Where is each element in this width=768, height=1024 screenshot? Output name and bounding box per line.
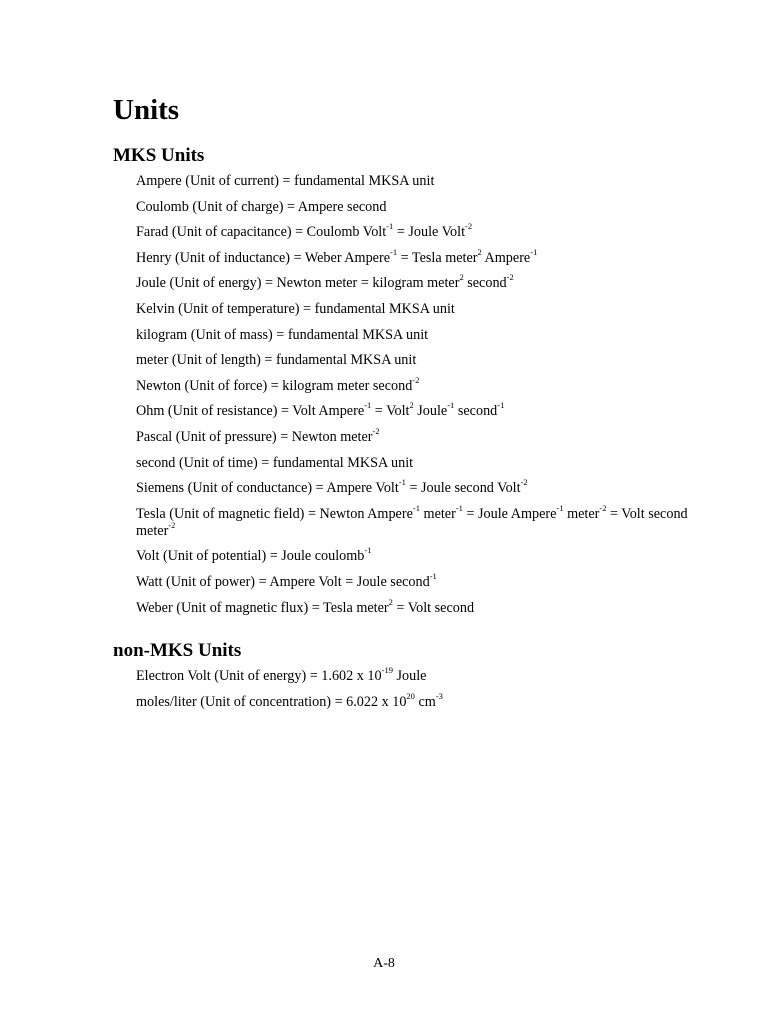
exponent: 2 — [459, 272, 464, 283]
unit-text: Ampere (Unit of current) = fundamental MKSA unit — [136, 173, 435, 189]
unit-definition — [136, 374, 696, 395]
unit-text: Henry (Unit of inductance) = Weber Ampere — [136, 249, 390, 266]
page-title: Units — [113, 94, 180, 126]
unit-text: Coulomb (Unit of charge) = Ampere second — [136, 198, 387, 215]
non-mks-units-list — [136, 665, 696, 719]
unit-text: = Volt — [371, 403, 410, 420]
unit-text: Weber (Unit of magnetic flux) = Tesla meter — [136, 599, 389, 616]
exponent: -1 — [364, 400, 372, 411]
unit-definition — [136, 272, 696, 292]
exponent: -1 — [556, 502, 564, 513]
exponent: -2 — [506, 272, 514, 283]
unit-text: = Volt second meter — [136, 505, 688, 539]
unit-text: Ohm (Unit of resistance) = Volt Ampere — [136, 403, 365, 420]
unit-definition — [136, 199, 696, 216]
page-number: A-8 — [373, 956, 395, 971]
exponent: -1 — [447, 400, 455, 411]
mks-units-heading: MKS Units — [113, 145, 205, 166]
exponent: 2 — [388, 596, 393, 607]
unit-definition — [136, 690, 696, 711]
unit-definition — [136, 327, 696, 344]
unit-definition — [136, 173, 696, 190]
exponent: -3 — [435, 690, 443, 701]
unit-text: Joule (Unit of energy) = Newton meter = kilogram meter — [136, 275, 460, 292]
unit-text: Kelvin (Unit of temperature) = fundamental MKSA unit — [136, 300, 455, 317]
unit-definition — [136, 301, 696, 318]
unit-text: Electron Volt (Unit of energy) = 1.602 x 10 — [136, 668, 382, 684]
exponent: -1 — [386, 221, 394, 232]
exponent: -2 — [412, 374, 420, 385]
unit-text: kilogram (Unit of mass) = fundamental MKSA unit — [136, 326, 429, 343]
unit-definition — [136, 545, 696, 565]
unit-text: Joule — [392, 668, 427, 684]
unit-text: Pascal (Unit of pressure) = Newton meter — [136, 428, 373, 445]
unit-text: second — [454, 403, 498, 420]
unit-definition — [136, 246, 696, 267]
unit-text: cm — [414, 693, 436, 710]
exponent: -2 — [465, 221, 473, 232]
unit-text: meter (Unit of length) = fundamental MKSA unit — [136, 352, 417, 369]
exponent: -2 — [520, 477, 528, 488]
exponent: -1 — [398, 477, 406, 488]
exponent: -1 — [412, 502, 420, 513]
unit-definition — [136, 425, 696, 446]
exponent: -1 — [455, 502, 463, 513]
unit-definition — [136, 665, 696, 685]
exponent: -2 — [168, 519, 176, 530]
mks-units-list — [136, 173, 696, 625]
unit-text: Newton (Unit of force) = kilogram meter second — [136, 377, 413, 394]
unit-definition — [136, 596, 696, 617]
exponent: -1 — [390, 246, 398, 257]
unit-definition — [136, 570, 696, 591]
unit-text: moles/liter (Unit of concentration) = 6.022 x 10 — [136, 693, 407, 710]
unit-text: Watt (Unit of power) = Ampere Volt = Joule second — [136, 573, 430, 590]
exponent: -1 — [530, 246, 538, 257]
unit-text: Volt (Unit of potential) = Joule coulomb — [136, 548, 365, 565]
unit-definition — [136, 352, 696, 369]
unit-text: = Joule Ampere — [462, 505, 557, 522]
unit-text: = Tesla meter — [397, 249, 478, 266]
unit-definition — [136, 502, 696, 540]
exponent: -2 — [599, 502, 607, 513]
non-mks-units-heading: non-MKS Units — [113, 640, 242, 661]
unit-text: meter — [419, 505, 456, 522]
exponent: -2 — [372, 425, 380, 436]
unit-text: Siemens (Unit of conductance) = Ampere Volt — [136, 480, 399, 497]
exponent: -1 — [364, 545, 372, 556]
unit-text: = Joule Volt — [393, 224, 466, 241]
unit-text: Joule — [413, 403, 448, 420]
unit-text: meter — [563, 505, 600, 522]
unit-text: Ampere — [481, 249, 531, 266]
exponent: 2 — [409, 400, 414, 411]
unit-text: = Volt second — [392, 599, 475, 616]
unit-definition — [136, 455, 696, 472]
unit-definition — [136, 221, 696, 241]
unit-text: Tesla (Unit of magnetic field) = Newton Ampere — [136, 505, 413, 522]
exponent: 2 — [477, 246, 482, 257]
unit-text: second (Unit of time) = fundamental MKSA unit — [136, 454, 414, 471]
unit-definition — [136, 400, 696, 420]
exponent: -1 — [429, 570, 437, 581]
unit-text: = Joule second Volt — [405, 480, 521, 497]
exponent: -19 — [381, 665, 393, 675]
unit-definition — [136, 477, 696, 497]
unit-text: second — [463, 275, 507, 292]
exponent: 20 — [406, 690, 415, 701]
unit-text: Farad (Unit of capacitance) = Coulomb Volt — [136, 224, 387, 241]
exponent: -1 — [497, 400, 505, 411]
